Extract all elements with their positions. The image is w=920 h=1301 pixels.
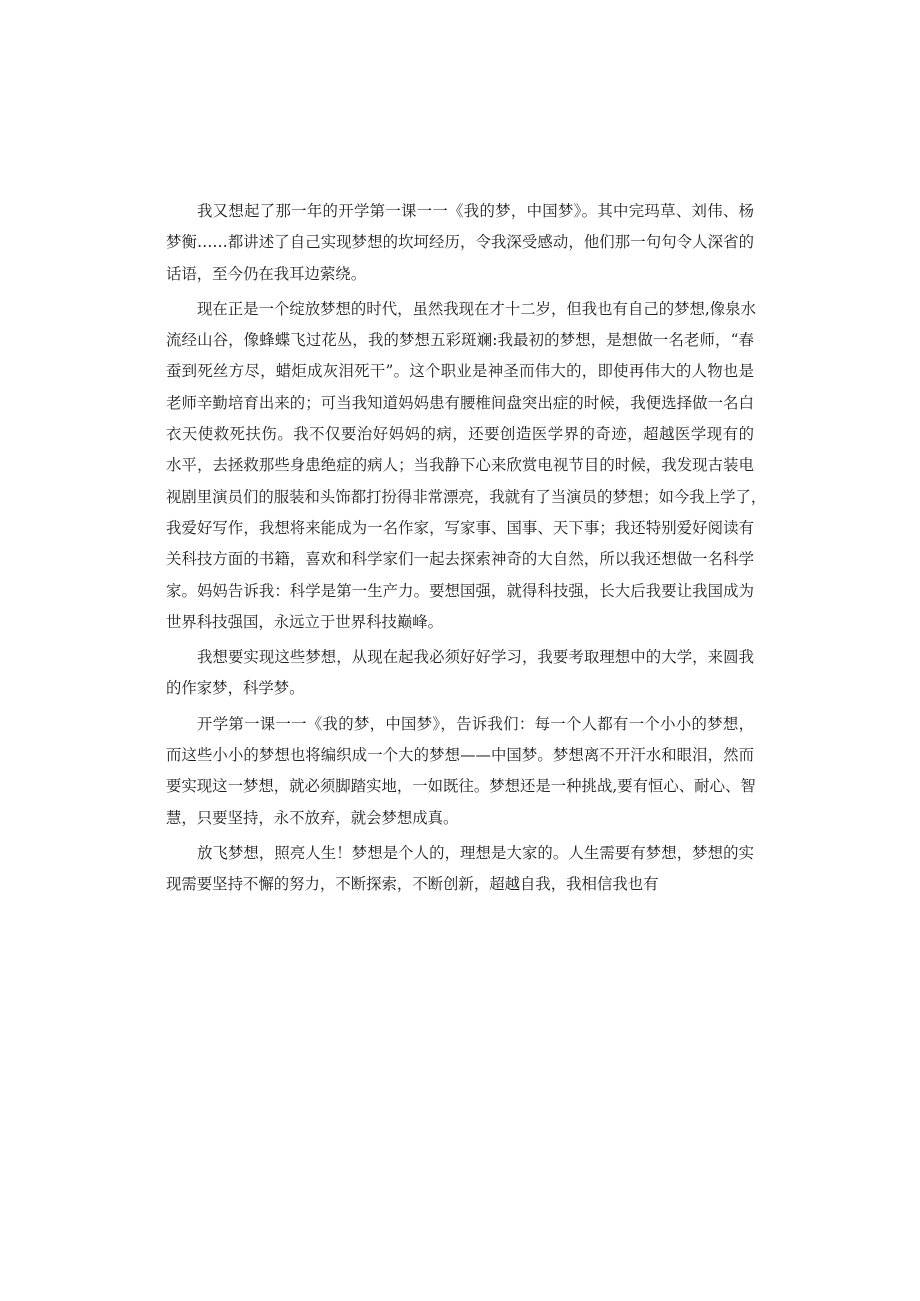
paragraph-5 xyxy=(166,838,754,901)
text-line: 我想要实现这些梦想，从现在起我必须好好学习，我要考取理想中的大学，来圆我 xyxy=(197,648,754,667)
paragraph-4 xyxy=(166,709,754,834)
text-line: 而这些小小的梦想也将编织成一个大的梦想——中国梦。梦想离不开汗水和眼泪，然而 xyxy=(166,746,754,765)
text-line: 衣天使救死扶伤。我不仅要治好妈妈的病，还要创造医学界的奇迹，超越医学现有的 xyxy=(166,425,754,444)
text-line: 老师辛勤培育出来的；可当我知道妈妈患有腰椎间盘突出症的时候，我便选择做一名白 xyxy=(166,393,754,412)
text-line: 慧，只要坚持，永不放弃，就会梦想成真。 xyxy=(166,808,459,827)
text-line: 视剧里演员们的服装和头饰都打扮得非常漂亮，我就有了当演员的梦想；如今我上学了， xyxy=(166,487,767,506)
text-line: 关科技方面的书籍，喜欢和科学家们一起去探索神奇的大自然，所以我还想做一名科学 xyxy=(166,550,754,569)
paragraph-3 xyxy=(166,642,754,705)
text-line: 要实现这一梦想，就必须脚踏实地，一如既往。梦想还是一种挑战,要有恒心、耐心、智 xyxy=(166,777,756,796)
text-line: 开学第一课一一《我的梦，中国梦》，告诉我们：每一个人都有一个小小的梦想， xyxy=(197,714,754,733)
document-body xyxy=(166,196,767,901)
paragraph-1 xyxy=(166,196,754,290)
text-line: 梦衡……都讲述了自己实现梦想的坎坷经历，令我深受感动，他们那一句句令人深省的 xyxy=(166,233,754,252)
text-line: 我爱好写作，我想将来能成为一名作家，写家事、国事、天下事；我还特别爱好阅读有 xyxy=(166,518,754,537)
text-line: 水平，去拯救那些身患绝症的病人；当我静下心来欣赏电视节目的时候，我发现古装电 xyxy=(166,456,754,475)
text-line: 世界科技强国，永远立于世界科技巅峰。 xyxy=(166,612,444,631)
text-line: 现需要坚持不懈的努力，不断探索，不断创新，超越自我，我相信我也有 xyxy=(166,875,659,894)
text-line: 放飞梦想，照亮人生！梦想是个人的，理想是大家的。人生需要有梦想，梦想的实 xyxy=(197,843,754,862)
text-line: 的作家梦，科学梦。 xyxy=(166,679,305,698)
text-line: 现在正是一个绽放梦想的时代，虽然我现在才十二岁，但我也有自己的梦想,像泉水 xyxy=(197,299,756,318)
paragraph-2 xyxy=(166,294,767,638)
text-line: 流经山谷，像蜂蝶飞过花丛，我的梦想五彩斑斓:我最初的梦想，是想做一名老师，“春 xyxy=(166,331,754,350)
text-line: 话语，至今仍在我耳边萦绕。 xyxy=(166,264,367,283)
text-line: 家。妈妈告诉我：科学是第一生产力。要想国强，就得科技强，长大后我要让我国成为 xyxy=(166,581,754,600)
text-line: 蚕到死丝方尽，蜡炬成灰泪死干”。这个职业是神圣而伟大的，即使再伟大的人物也是 xyxy=(166,362,754,381)
text-line: 我又想起了那一年的开学第一课一一《我的梦，中国梦》。其中完玛草、刘伟、杨 xyxy=(197,202,754,220)
